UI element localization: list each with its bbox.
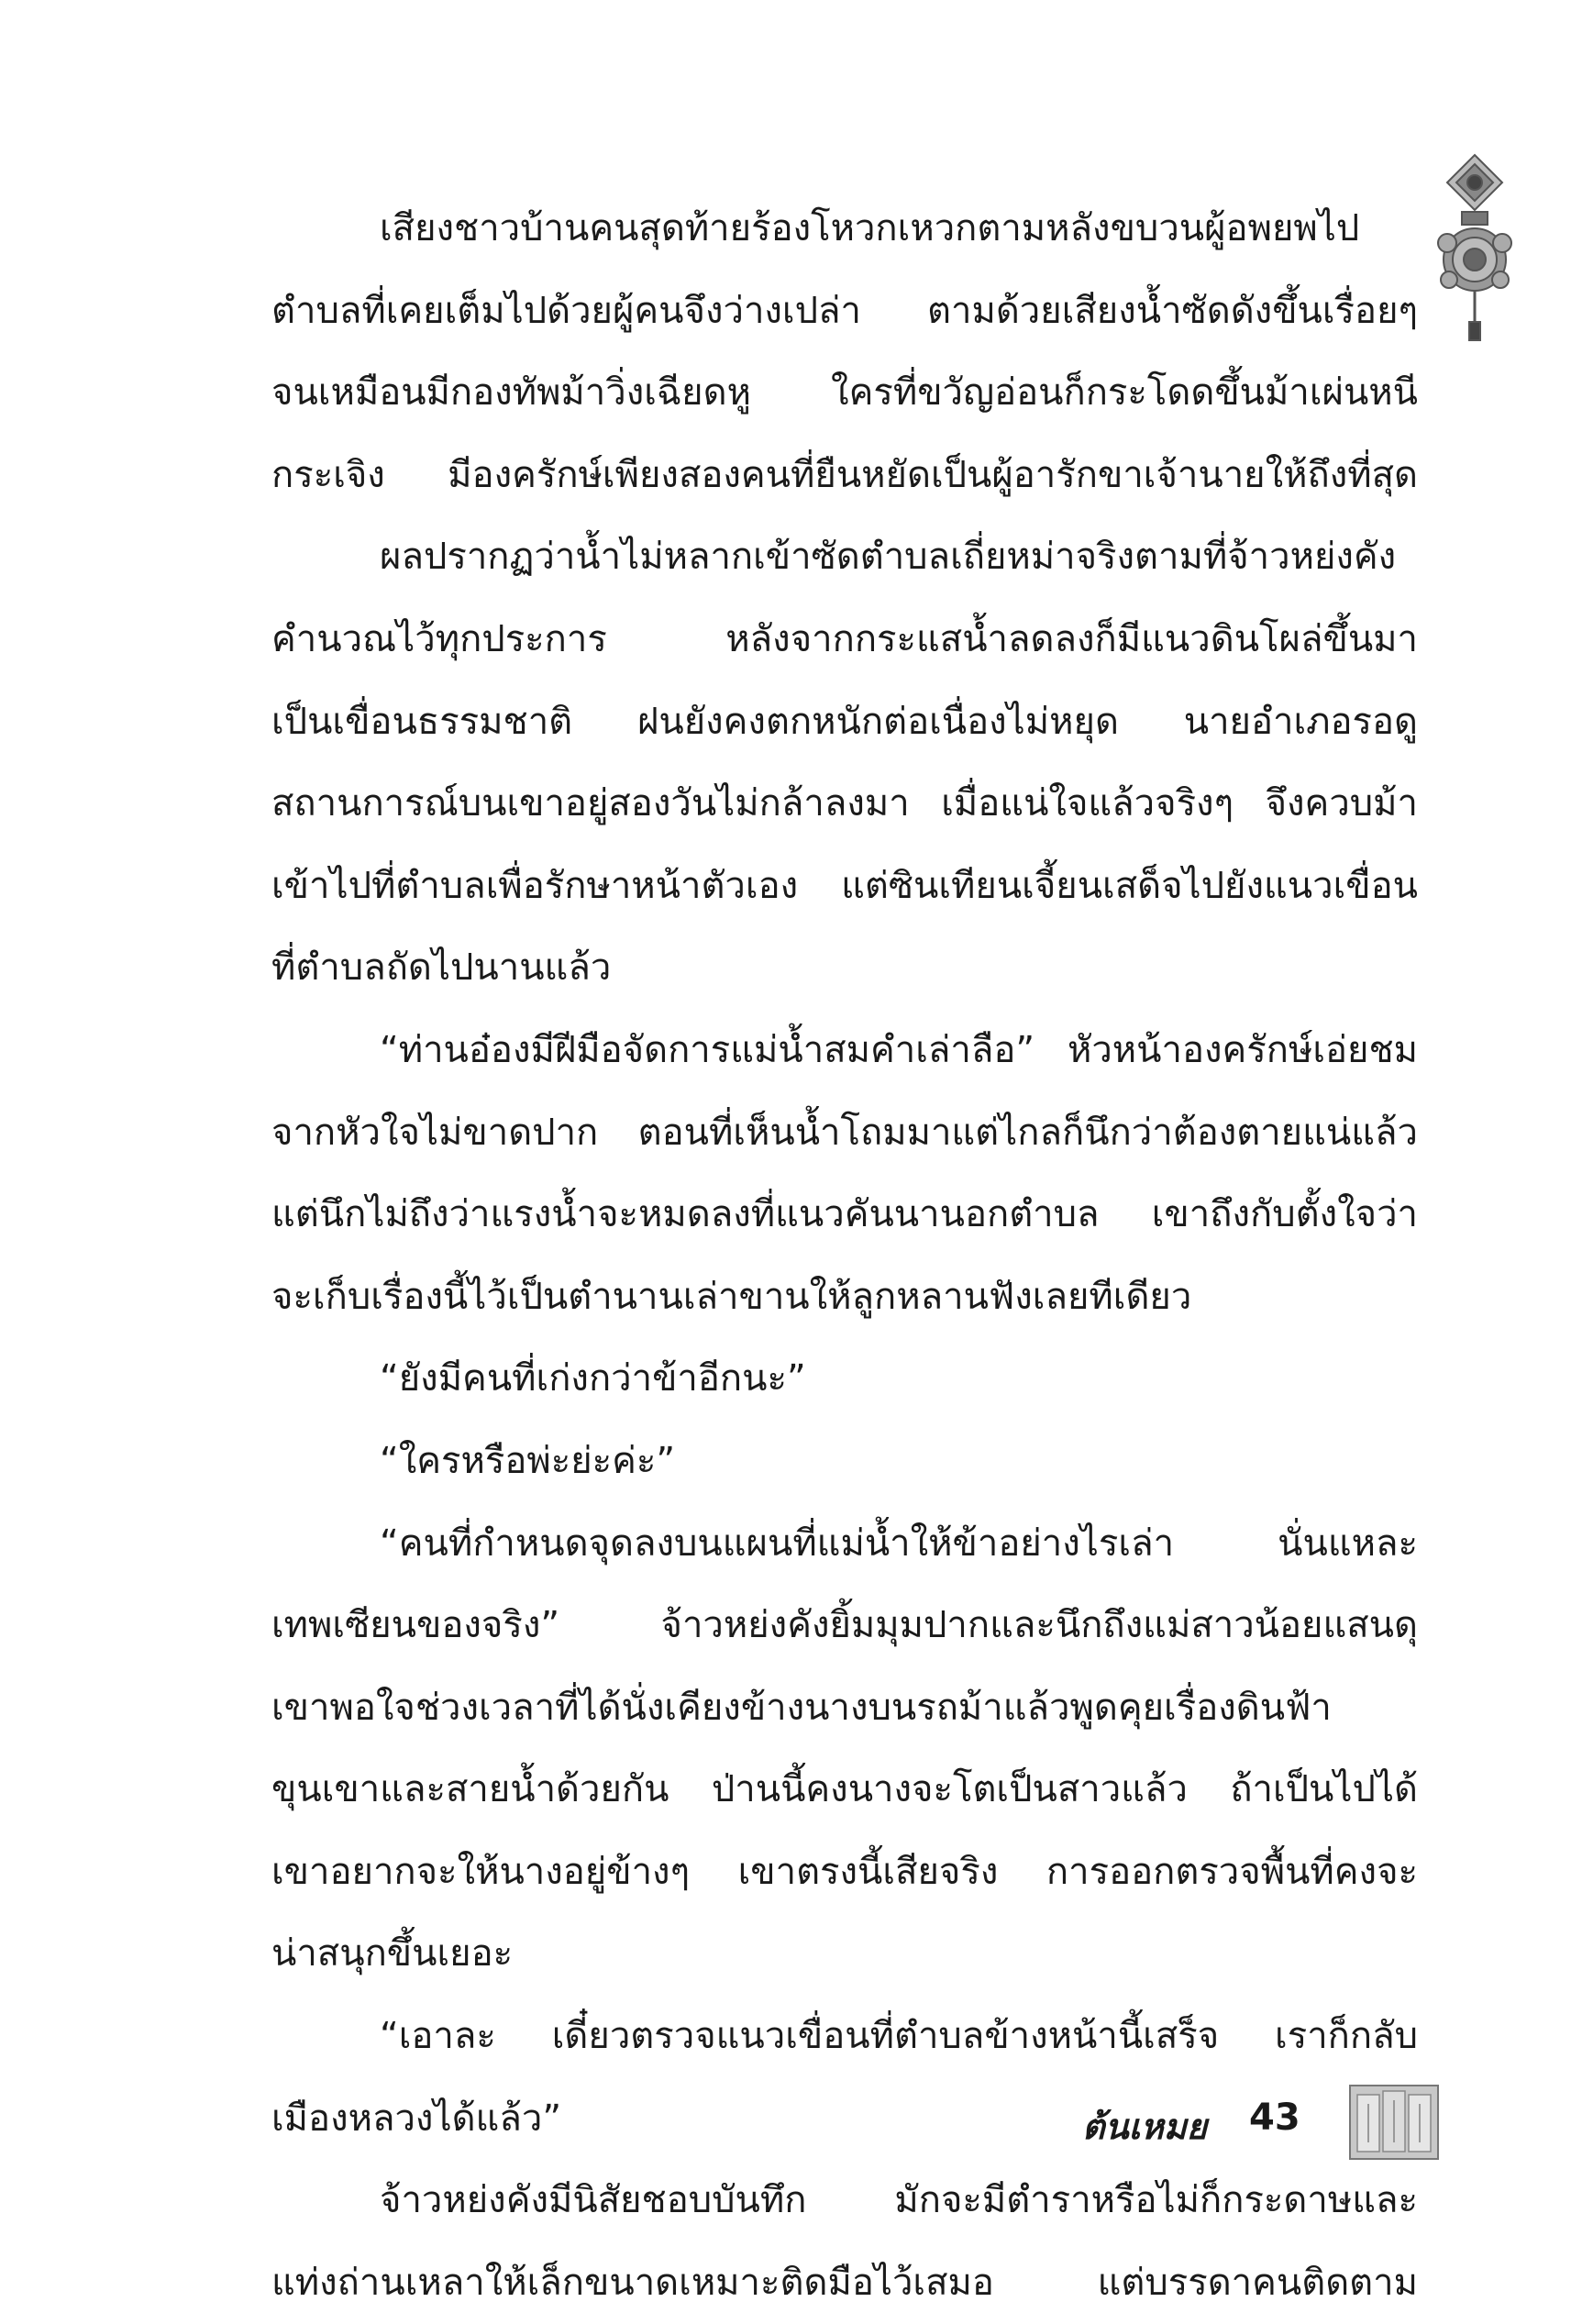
- paragraph-line: เขาพอใจช่วงเวลาที่ได้นั่งเคียงข้างนางบนรถม้าแล้วพูดคุยเรื่องดินฟ้า: [271, 1686, 1332, 1729]
- paragraph-line: จ้าวหย่งคังมีนิสัยชอบบันทึก มักจะมีตำราหรือไม่ก็กระดาษและ: [380, 2179, 1418, 2222]
- paragraph-line: เขาอยากจะให้นางอยู่ข้างๆ เขาตรงนี้เสียจริง การออกตรวจพื้นที่คงจะ: [271, 1850, 1418, 1893]
- paragraph-line: จะเก็บเรื่องนี้ไว้เป็นตำนานเล่าขานให้ลูกหลานฟังเลยทีเดียว: [271, 1275, 1192, 1318]
- dialogue-line: “ยังมีคนที่เก่งกว่าข้าอีกนะ”: [380, 1357, 806, 1400]
- page-footer: [1009, 2082, 1449, 2164]
- paragraph-line: ขุนเขาและสายน้ำด้วยกัน ป่านนี้คงนางจะโตเป็นสาวแล้ว ถ้าเป็นไปได้: [271, 1768, 1418, 1811]
- dialogue-line: “ใครหรือพ่ะย่ะค่ะ”: [380, 1439, 676, 1482]
- page-number: 43: [1249, 2097, 1300, 2139]
- paragraph-line: จากหัวใจไม่ขาดปาก ตอนที่เห็นน้ำโถมมาแต่ไกลก็นึกว่าต้องตายแน่แล้ว: [271, 1111, 1418, 1154]
- paragraph-line: เข้าไปที่ตำบลเพื่อรักษาหน้าตัวเอง แต่ซินเทียนเจี้ยนเสด็จไปยังแนวเขื่อน: [271, 864, 1418, 907]
- paragraph-line: น่าสนุกขึ้นเยอะ: [271, 1932, 514, 1975]
- paragraph-line: “เอาละ เดี๋ยวตรวจแนวเขื่อนที่ตำบลข้างหน้านี้เสร็จ เราก็กลับ: [380, 2015, 1418, 2058]
- paragraph-line: “ท่านอ๋องมีฝีมือจัดการแม่น้ำสมคำเล่าลือ” หัวหน้าองครักษ์เอ่ยชม: [380, 1028, 1418, 1071]
- paragraph-line: “คนที่กำหนดจุดลงบนแผนที่แม่น้ำให้ข้าอย่างไรเล่า นั่นแหละ: [380, 1522, 1418, 1565]
- book-stack-icon: [1348, 2082, 1440, 2161]
- paragraph-line: ตำบลที่เคยเต็มไปด้วยผู้คนจึงว่างเปล่า ตามด้วยเสียงน้ำซัดดังขึ้นเรื่อยๆ: [271, 289, 1418, 332]
- decorative-ornament-icon: [1429, 151, 1521, 344]
- body-text: [271, 188, 1418, 2324]
- paragraph-line: แท่งถ่านเหลาให้เล็กขนาดเหมาะติดมือไว้เสมอ แต่บรรดาคนติดตาม: [271, 2261, 1418, 2304]
- paragraph-line: คำนวณไว้ทุกประการ หลังจากกระแสน้ำลดลงก็มีแนวดินโผล่ขึ้นมา: [271, 617, 1418, 660]
- paragraph-line: เป็นเขื่อนธรรมชาติ ฝนยังคงตกหนักต่อเนื่องไม่หยุด นายอำเภอรอดู: [271, 700, 1418, 743]
- paragraph-line: เสียงชาวบ้านคนสุดท้ายร้องโหวกเหวกตามหลังขบวนผู้อพยพไป: [380, 207, 1360, 249]
- paragraph-line: สถานการณ์บนเขาอยู่สองวันไม่กล้าลงมา เมื่อแน่ใจแล้วจริงๆ จึงควบม้า: [271, 782, 1418, 825]
- paragraph-line: จนเหมือนมีกองทัพม้าวิ่งเฉียดหู ใครที่ขวัญอ่อนก็กระโดดขึ้นม้าเผ่นหนี: [271, 371, 1418, 415]
- paragraph-line: แต่นึกไม่ถึงว่าแรงน้ำจะหมดลงที่แนวคันนานอกตำบล เขาถึงกับตั้งใจว่า: [271, 1193, 1418, 1236]
- paragraph-line: ผลปรากฏว่าน้ำไม่หลากเข้าซัดตำบลเถี่ยหม่าจริงตามที่จ้าวหย่งคัง: [380, 536, 1397, 579]
- paragraph-line: กระเจิง มีองครักษ์เพียงสองคนที่ยืนหยัดเป็นผู้อารักขาเจ้านายให้ถึงที่สุด: [271, 453, 1418, 496]
- paragraph-line: ที่ตำบลถัดไปนานแล้ว: [271, 946, 612, 990]
- running-title: ต้นเหมย: [1082, 2107, 1208, 2147]
- paragraph-line: เมืองหลวงได้แล้ว”: [271, 2097, 562, 2140]
- paragraph-line: เทพเซียนของจริง” จ้าวหย่งคังยิ้มมุมปากและนึกถึงแม่สาวน้อยแสนดุ: [271, 1604, 1418, 1647]
